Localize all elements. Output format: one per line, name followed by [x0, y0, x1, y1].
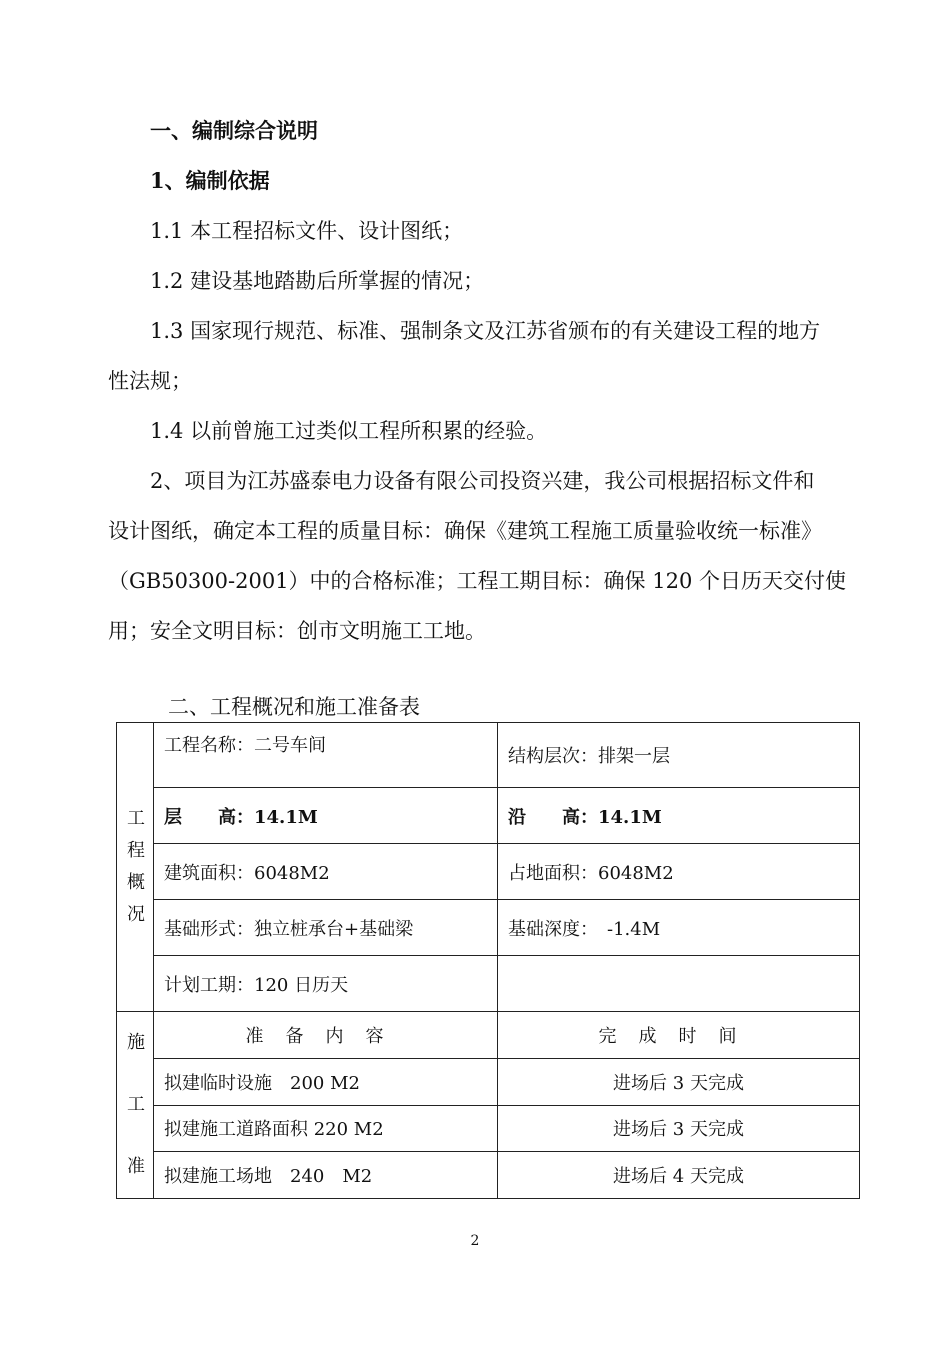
empty-cell [498, 956, 860, 1012]
project-goal-line2: 设计图纸，确定本工程的质量目标：确保《建筑工程施工质量验收统一标准》 [108, 519, 822, 543]
prep-time: 进场后 3 天完成 [498, 1058, 860, 1105]
table-row [117, 1012, 860, 1059]
overview-prep-table [116, 722, 860, 1199]
overview-side-label: 工 程 概 况 [117, 723, 154, 1012]
planned-duration-cell: 计划工期：120 日历天 [154, 956, 498, 1012]
section-heading: 一、编制综合说明 [150, 118, 318, 143]
table-row [117, 956, 860, 1012]
foundation-type-cell: 基础形式：独立桩承台+基础梁 [154, 900, 498, 956]
basis-heading: 1、编制依据 [150, 168, 270, 193]
basis-item-1-2: 1.2 建设基地踏勘后所掌握的情况； [150, 269, 485, 293]
prep-item: 拟建施工场地 240 M2 [154, 1152, 498, 1199]
building-area-cell: 建筑面积：6048M2 [154, 844, 498, 900]
table-row [117, 723, 860, 788]
table-row [117, 900, 860, 956]
prep-item: 拟建临时设施 200 M2 [154, 1058, 498, 1105]
foundation-depth-cell: 基础深度： -1.4M [498, 900, 860, 956]
prep-item: 拟建施工道路面积 220 M2 [154, 1105, 498, 1152]
table-row [117, 1058, 860, 1105]
prep-time: 进场后 3 天完成 [498, 1105, 860, 1152]
project-name-cell: 工程名称：二号车间 [154, 723, 498, 788]
completion-time-header: 完成时间 [498, 1012, 860, 1059]
table-row [117, 844, 860, 900]
table-row [117, 788, 860, 844]
table-row [117, 1105, 860, 1152]
basis-item-1-3-line2: 性法规； [108, 369, 192, 393]
basis-item-1-1: 1.1 本工程招标文件、设计图纸； [150, 219, 464, 243]
basis-item-1-4: 1.4 以前曾施工过类似工程所积累的经验。 [150, 419, 548, 443]
basis-item-1-3-line1: 1.3 国家现行规范、标准、强制条文及江苏省颁布的有关建设工程的地方 [150, 319, 821, 343]
prep-time: 进场后 4 天完成 [498, 1152, 860, 1199]
floor-height-cell: 层 高：14.1M [154, 788, 498, 844]
table-title: 二、工程概况和施工准备表 [168, 695, 420, 719]
land-area-cell: 占地面积：6048M2 [498, 844, 860, 900]
project-goal-line3: （GB50300-2001）中的合格标准；工程工期目标：确保 120 个日历天交付使 [108, 569, 846, 593]
prep-content-header: 准备内容 [154, 1012, 498, 1059]
table-row [117, 1152, 860, 1199]
eave-height-cell: 沿 高：14.1M [498, 788, 860, 844]
structure-cell: 结构层次：排架一层 [498, 723, 860, 788]
prep-side-label: 施 工 准 [117, 1012, 154, 1199]
page-number: 2 [470, 1233, 480, 1249]
project-goal-line1: 2、项目为江苏盛泰电力设备有限公司投资兴建，我公司根据招标文件和 [150, 469, 815, 493]
project-goal-line4: 用；安全文明目标：创市文明施工工地。 [108, 619, 486, 643]
